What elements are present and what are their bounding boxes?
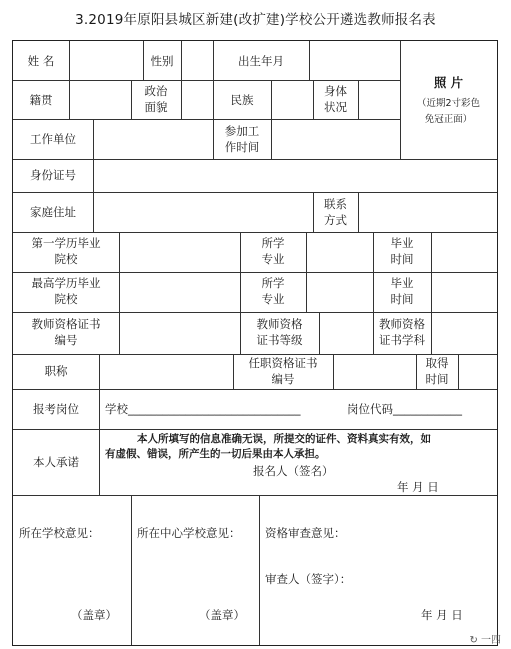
form-title: 3.2019年原阳县城区新建(改扩建)学校公开遴选教师报名表 xyxy=(75,12,436,28)
label-contact-2: 方式 xyxy=(324,213,347,227)
label-birth: 出生年月 xyxy=(238,54,284,68)
label-home-address: 家庭住址 xyxy=(30,205,76,219)
post-code-blank: 岗位代码____________ xyxy=(347,402,462,416)
label-top-major-1: 所学 xyxy=(261,276,285,290)
label-photo: 照 片 xyxy=(433,75,464,90)
label-applied-post: 报考岗位 xyxy=(33,402,79,416)
label-gender: 性别 xyxy=(150,54,174,68)
pledge-text-2: 有虚假、错误，所产生的一切后果由本人承担。 xyxy=(105,448,326,460)
label-top-degree-school-2: 院校 xyxy=(54,292,78,306)
label-pledge: 本人承诺 xyxy=(33,455,79,469)
photo-note-1: （近期2寸彩色 xyxy=(416,98,481,109)
school-seal: （盖章） xyxy=(71,608,117,622)
watermark: ↻ 一四 xyxy=(469,635,501,646)
label-obtain-1: 取得 xyxy=(425,356,449,370)
label-teacher-cert-no-1: 教师资格证书 xyxy=(31,317,101,331)
pledge-text-1: 本人所填写的信息准确无误，所提交的证件、资料真实有效，如 xyxy=(137,433,431,445)
label-health-2: 状况 xyxy=(324,100,347,114)
label-health-1: 身体 xyxy=(324,84,347,98)
label-professional-title: 职称 xyxy=(44,364,68,378)
label-first-degree-school-2: 院校 xyxy=(54,252,78,266)
label-cert-level-1: 教师资格 xyxy=(256,317,303,331)
school-blank: 学校______________________________ xyxy=(105,402,301,416)
label-ethnicity: 民族 xyxy=(230,93,254,107)
label-workstart-1: 参加工 xyxy=(224,124,260,138)
label-top-grad-2: 时间 xyxy=(390,292,414,306)
label-first-major-1: 所学 xyxy=(261,236,285,250)
label-cert-subject-2: 证书学科 xyxy=(379,333,425,347)
label-obtain-2: 时间 xyxy=(425,372,449,386)
label-top-degree-school-1: 最高学历毕业 xyxy=(31,276,101,290)
label-qual-cert-1: 任职资格证书 xyxy=(248,356,318,370)
qualification-review-label: 资格审查意见： xyxy=(265,526,346,540)
label-top-grad-1: 毕业 xyxy=(390,276,414,290)
review-date: 年 月 日 xyxy=(421,608,463,622)
registration-form-table xyxy=(12,40,498,646)
label-id-number: 身份证号 xyxy=(30,168,76,182)
label-name: 姓 名 xyxy=(27,54,55,68)
photo-note-2: 免冠正面） xyxy=(424,114,473,125)
center-seal: （盖章） xyxy=(199,608,245,622)
label-political-2: 面貌 xyxy=(144,100,168,114)
label-first-grad-1: 毕业 xyxy=(390,236,414,250)
label-workplace: 工作单位 xyxy=(30,132,76,146)
school-opinion-label: 所在学校意见： xyxy=(19,526,100,540)
label-workstart-2: 作时间 xyxy=(224,140,260,154)
label-cert-level-2: 证书等级 xyxy=(256,333,303,347)
reviewer-label: 审查人（签字）： xyxy=(265,572,352,586)
label-first-grad-2: 时间 xyxy=(390,252,414,266)
label-cert-subject-1: 教师资格 xyxy=(379,317,425,331)
signer-label: 报名人（签名） xyxy=(253,464,334,478)
center-opinion-label: 所在中心学校意见： xyxy=(137,526,241,540)
label-top-major-2: 专业 xyxy=(261,292,285,306)
label-first-degree-school-1: 第一学历毕业 xyxy=(31,236,101,250)
label-qual-cert-2: 编号 xyxy=(271,372,295,386)
pledge-date: 年 月 日 xyxy=(397,480,439,494)
label-native-place: 籍贯 xyxy=(29,93,53,107)
label-first-major-2: 专业 xyxy=(261,252,285,266)
label-contact-1: 联系 xyxy=(324,197,347,211)
label-political-1: 政治 xyxy=(144,84,168,98)
label-teacher-cert-no-2: 编号 xyxy=(54,333,78,347)
